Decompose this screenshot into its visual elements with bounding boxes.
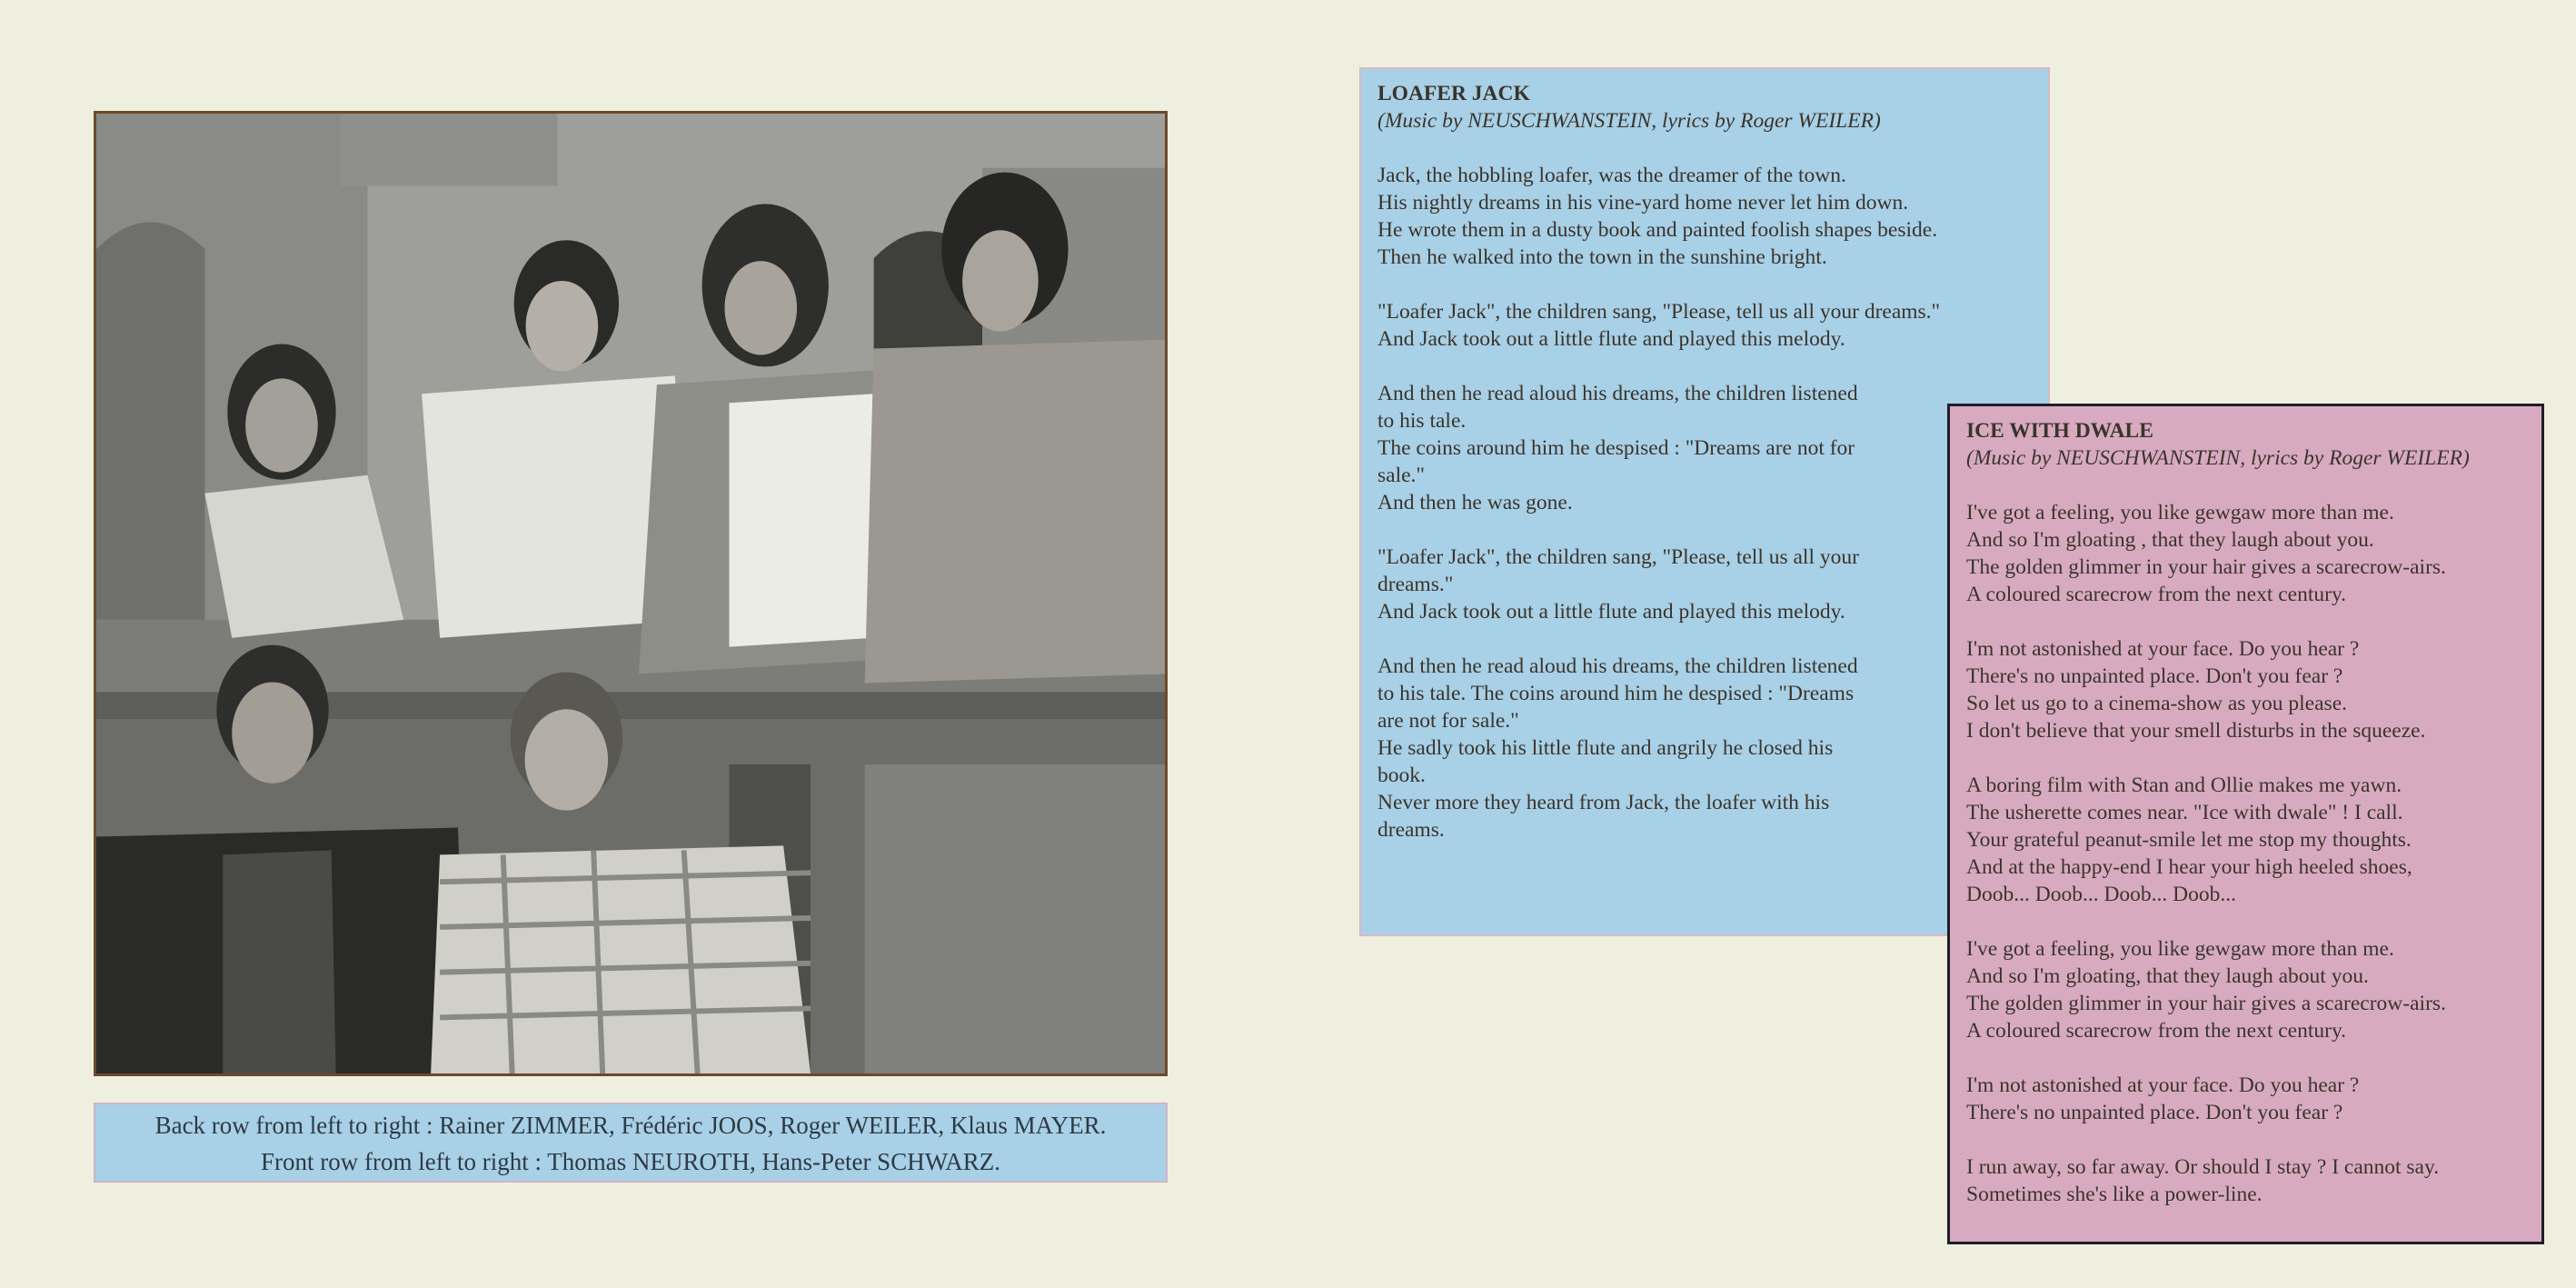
- lyric-line: are not for sale.": [1378, 709, 1519, 733]
- lyrics-body: [1378, 162, 2032, 844]
- lyrics-body: [1966, 499, 2525, 1208]
- lyric-line: Never more they heard from Jack, the loafer with his: [1378, 791, 1830, 814]
- stanza-break: [1378, 625, 2032, 653]
- lyric-line: He wrote them in a dusty book and painted foolish shapes beside.: [1378, 218, 1938, 242]
- song-credit: (Music by NEUSCHWANSTEIN, lyrics by Roger WEILER): [1378, 109, 1881, 133]
- lyric-line: He sadly took his little flute and angrily he closed his: [1378, 736, 1834, 760]
- stanza-break: [1966, 1044, 2525, 1072]
- lyric-line: There's no unpainted place. Don't you fear ?: [1966, 664, 2343, 688]
- song-title: LOAFER JACK: [1378, 82, 1530, 105]
- lyric-line: I've got a feeling, you like gewgaw more than me.: [1966, 937, 2394, 961]
- lyric-line: dreams.: [1378, 818, 1445, 842]
- lyric-line: And so I'm gloating, that they laugh about you.: [1966, 964, 2369, 988]
- band-photo: [94, 111, 1168, 1076]
- band-photo-icon: [96, 114, 1165, 1073]
- lyric-line: And then he read aloud his dreams, the children listened: [1378, 654, 1858, 678]
- lyrics-ice-with-dwale: [1947, 404, 2544, 1244]
- lyric-line: to his tale.: [1378, 409, 1467, 433]
- lyric-line: I don't believe that your smell disturbs in the squeeze.: [1966, 719, 2426, 743]
- caption-front-row: Front row from left to right : Thomas NEUROTH, Hans-Peter SCHWARZ.: [261, 1148, 1000, 1175]
- lyrics-loafer-jack: [1359, 67, 2050, 936]
- lyric-line: I've got a feeling, you like gewgaw more than me.: [1966, 501, 2394, 524]
- lyric-line: So let us go to a cinema-show as you please.: [1966, 692, 2347, 715]
- lyric-line: A coloured scarecrow from the next century.: [1966, 583, 2347, 606]
- lyric-line: Doob... Doob... Doob... Doob...: [1966, 883, 2237, 906]
- song-title: ICE WITH DWALE: [1966, 419, 2153, 443]
- stanza-break: [1966, 608, 2525, 635]
- lyric-line: Your grateful peanut-smile let me stop my thoughts.: [1966, 828, 2412, 852]
- stanza-break: [1378, 516, 2032, 544]
- lyric-line: "Loafer Jack", the children sang, "Please, tell us all your dreams.": [1378, 300, 1941, 324]
- lyric-line: The golden glimmer in your hair gives a scarecrow-airs.: [1966, 555, 2446, 579]
- stanza-break: [1378, 271, 2032, 298]
- lyric-line: Then he walked into the town in the sunshine bright.: [1378, 245, 1827, 269]
- lyric-line: sale.": [1378, 464, 1426, 487]
- lyric-line: His nightly dreams in his vine-yard home never let him down.: [1378, 191, 1909, 215]
- lyric-line: And so I'm gloating , that they laugh about you.: [1966, 528, 2374, 552]
- song-credit: (Music by NEUSCHWANSTEIN, lyrics by Roger WEILER): [1966, 446, 2470, 470]
- lyric-line: dreams.": [1378, 573, 1454, 596]
- stanza-break: [1966, 1126, 2525, 1153]
- lyric-line: The golden glimmer in your hair gives a scarecrow-airs.: [1966, 992, 2446, 1015]
- lyric-line: Jack, the hobbling loafer, was the dreamer of the town.: [1378, 164, 1846, 187]
- lyric-line: And Jack took out a little flute and played this melody.: [1378, 327, 1845, 351]
- lyric-line: to his tale. The coins around him he despised : "Dreams: [1378, 682, 1855, 705]
- caption-back-row: Back row from left to right : Rainer ZIMMER, Frédéric JOOS, Roger WEILER, Klaus MAYER.: [154, 1112, 1107, 1139]
- lyric-line: There's no unpainted place. Don't you fear ?: [1966, 1101, 2343, 1124]
- lyric-line: I'm not astonished at your face. Do you hear ?: [1966, 1073, 2360, 1097]
- lyric-line: And at the happy-end I hear your high heeled shoes,: [1966, 855, 2412, 879]
- lyric-line: The coins around him he despised : "Dreams are not for: [1378, 436, 1855, 460]
- photo-caption: [94, 1103, 1168, 1183]
- lyric-line: book.: [1378, 764, 1426, 787]
- lyric-line: And then he read aloud his dreams, the children listened: [1378, 382, 1858, 405]
- lyric-line: And then he was gone.: [1378, 491, 1573, 514]
- lyric-line: A boring film with Stan and Ollie makes me yawn.: [1966, 774, 2402, 797]
- stanza-break: [1966, 908, 2525, 935]
- stanza-break: [1966, 744, 2525, 772]
- lyric-line: And Jack took out a little flute and played this melody.: [1378, 600, 1845, 624]
- lyric-line: I run away, so far away. Or should I stay ? I cannot say.: [1966, 1155, 2440, 1179]
- lyric-line: Sometimes she's like a power-line.: [1966, 1183, 2263, 1206]
- lyric-line: The usherette comes near. "Ice with dwale" ! I call.: [1966, 801, 2403, 824]
- stanza-break: [1378, 353, 2032, 380]
- lyric-line: "Loafer Jack", the children sang, "Please, tell us all your: [1378, 545, 1859, 569]
- lyric-line: I'm not astonished at your face. Do you hear ?: [1966, 637, 2360, 661]
- lyric-line: A coloured scarecrow from the next century.: [1966, 1019, 2347, 1043]
